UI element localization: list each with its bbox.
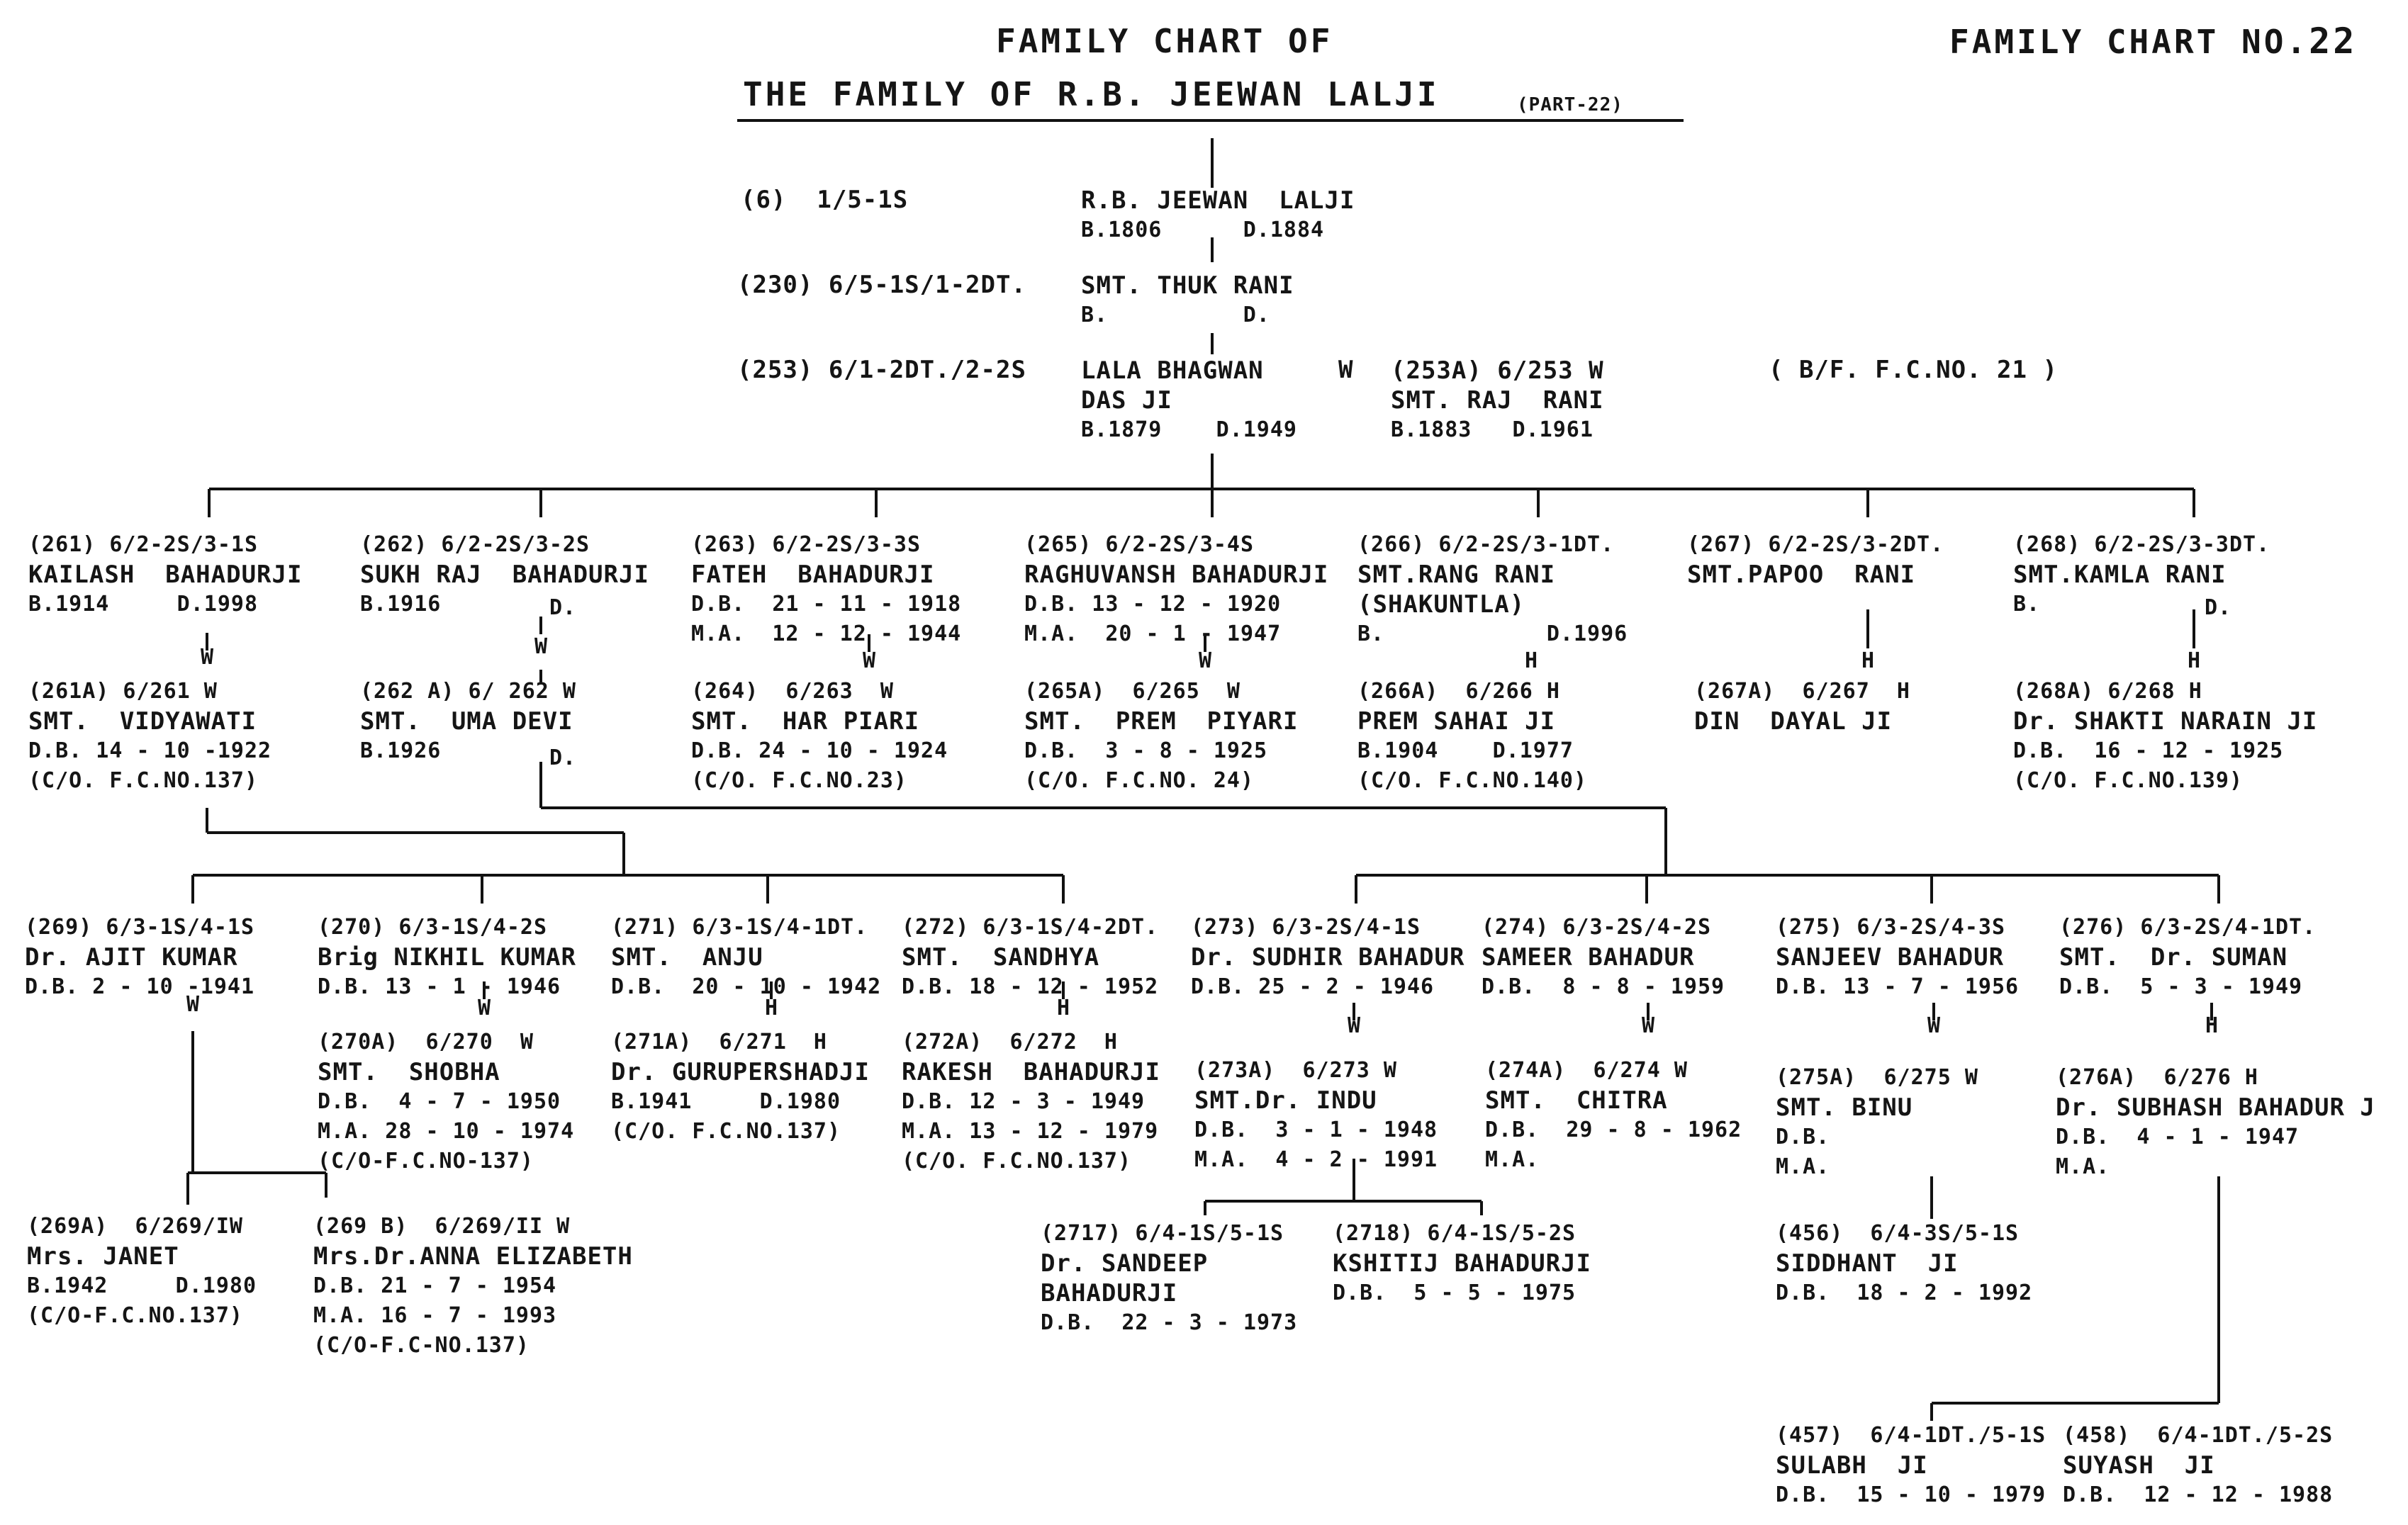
person-name: SMT.PAPOO RANI (1687, 561, 1916, 589)
spouse-name: Dr. SHAKTI NARAIN JI (2013, 707, 2318, 736)
spouse-dates: B.1941 D.1980 (611, 1089, 841, 1114)
spouse-270A (318, 1028, 574, 1176)
spouse-name: Mrs. JANET (27, 1242, 179, 1271)
gen1-node (1081, 186, 1355, 245)
person-name: Dr. SANDEEP (1041, 1249, 1209, 1278)
spouse-273A (1194, 1056, 1438, 1175)
wife-link-label: W (200, 645, 214, 670)
gen2-spouse-node (1391, 356, 1604, 445)
spouse-dates: D.B. 12 - 3 - 1949 (902, 1089, 1146, 1114)
person-458 (2063, 1421, 2333, 1510)
spouse-name: SMT. PREM PIYARI (1024, 707, 1299, 736)
person-code: (262) 6/2-2S/3-2S (360, 532, 590, 557)
person-name: SMT. Dr. SUMAN (2059, 943, 2288, 972)
spouse-code: (274A) 6/274 W (1485, 1058, 1688, 1083)
person-name: KSHITIJ BAHADURJI (1333, 1249, 1591, 1278)
gen1-name: R.B. JEEWAN LALJI (1081, 186, 1355, 215)
chart-number-value: 22 (2309, 21, 2358, 62)
part-label: (PART-22) (1517, 94, 1623, 116)
person-dates: D.B. 15 - 10 - 1979 (1776, 1482, 2046, 1507)
spouse-code: (276A) 6/276 H (2056, 1065, 2258, 1090)
person-name: RAGHUVANSH BAHADURJI (1024, 561, 1329, 589)
person-dates: D.B. 5 - 3 - 1949 (2059, 974, 2303, 999)
person-code: (273) 6/3-2S/4-1S (1191, 915, 1421, 940)
person-code: (458) 6/4-1DT./5-2S (2063, 1423, 2334, 1448)
spouse-name: SMT. VIDYAWATI (28, 707, 257, 736)
wife-link-label: W (534, 634, 548, 659)
spouse-code: (267A) 6/267 H (1694, 679, 1910, 704)
person-dates: D.B. 2 - 10 -1941 (25, 974, 255, 999)
person-dates: D.B. 12 - 12 - 1988 (2063, 1482, 2334, 1507)
person-name: KAILASH BAHADURJI (28, 561, 303, 589)
spouse-reference: (C/O. F.C.NO.137) (611, 1119, 841, 1144)
spouse-272A (902, 1028, 1160, 1176)
person-name: FATEH BAHADURJI (691, 561, 935, 589)
spouse-reference: (C/O. F.C.NO.137) (902, 1149, 1132, 1174)
husband-link-label: H (1861, 648, 1875, 673)
person-266 (1357, 530, 1628, 649)
spouse-name: SMT. UMA DEVI (360, 707, 573, 736)
person-271 (611, 913, 881, 1002)
person-263 (691, 530, 961, 649)
spouse-marriage: M.A. 28 - 10 - 1974 (318, 1119, 575, 1144)
spouse-name: SMT. SHOBHA (318, 1058, 500, 1086)
spouse-dates: D.B. 3 - 1 - 1948 (1194, 1118, 1438, 1142)
person-275 (1776, 913, 2019, 1002)
spouse-dates: B.1904 D.1977 (1357, 738, 1574, 763)
spouse-code: (271A) 6/271 H (611, 1030, 827, 1054)
person-name: SMT.KAMLA RANI (2013, 561, 2227, 589)
gen2-reference: ( B/F. F.C.NO. 21 ) (1769, 356, 2058, 384)
person-code: (265) 6/2-2S/3-4S (1024, 532, 1255, 557)
gen1-spouse-code: (230) 6/5-1S/1-2DT. (737, 271, 1026, 299)
spouse-marriage: M.A. 4 - 2 - 1991 (1194, 1147, 1438, 1172)
person-code: (270) 6/3-1S/4-2S (318, 915, 548, 940)
spouse-code: (269 B) 6/269/II W (313, 1214, 571, 1239)
person-272 (902, 913, 1158, 1002)
person-dates: D.B. 5 - 5 - 1975 (1333, 1281, 1577, 1305)
spouse-dates: D.B. 3 - 8 - 1925 (1024, 738, 1268, 763)
spouse-name: Dr. GURUPERSHADJI (611, 1058, 870, 1086)
wife-link-label: W (1927, 1013, 1941, 1038)
spouse-dates: D.B. 21 - 7 - 1954 (313, 1273, 557, 1298)
spouse-code: (269A) 6/269/IW (27, 1214, 243, 1239)
spouse-code: (268A) 6/268 H (2013, 679, 2202, 704)
person-code: (269) 6/3-1S/4-1S (25, 915, 255, 940)
spouse-dates: D.B. 16 - 12 - 1925 (2013, 738, 2284, 763)
gen2-dates: B.1879 D.1949 (1081, 417, 1297, 442)
wife-link-label: W (477, 996, 491, 1020)
person-code: (271) 6/3-1S/4-1DT. (611, 915, 868, 940)
person-456 (1776, 1219, 2032, 1308)
person-name: SMT. SANDHYA (902, 943, 1100, 972)
person-code: (457) 6/4-1DT./5-1S (1776, 1423, 2046, 1448)
spouse-reference: (C/O. F.C.NO.137) (28, 768, 259, 793)
person-name: SUKH RAJ BAHADURJI (360, 561, 649, 589)
spouse-name: Dr. SUBHASH BAHADUR J (2056, 1093, 2375, 1122)
spouse-reference: (C/O. F.C.NO.23) (691, 768, 907, 793)
person-273 (1191, 913, 1465, 1002)
person-276 (2059, 913, 2316, 1002)
spouse-268A (2013, 677, 2317, 796)
wife-link-label: W (862, 648, 876, 673)
wife-link-label: W (1198, 648, 1212, 673)
spouse-code: (270A) 6/270 W (318, 1030, 534, 1054)
spouse-dates: D.B. 14 - 10 -1922 (28, 738, 272, 763)
person-name: Dr. SUDHIR BAHADUR (1191, 943, 1465, 972)
person-code: (456) 6/4-3S/5-1S (1776, 1221, 2020, 1246)
spouse-reference: (C/O-F.C.NO.137) (27, 1303, 243, 1328)
spouse-name: SMT. BINU (1776, 1093, 1913, 1122)
person-name: SMT.RANG RANI (1357, 561, 1556, 589)
chart-number-label: FAMILY CHART NO.22 (1949, 21, 2358, 62)
spouse-261A (28, 677, 271, 796)
person-name: Brig NIKHIL KUMAR (318, 943, 576, 972)
person-dates: D.B. 18 - 2 - 1992 (1776, 1281, 2033, 1305)
gen2-code: (253) 6/1-2DT./2-2S (737, 356, 1026, 384)
person-269 (25, 913, 254, 1002)
gen1-spouse-name: SMT. THUK RANI (1081, 271, 1294, 300)
person-dates: D.B. 25 - 2 - 1946 (1191, 974, 1435, 999)
spouse-274A (1485, 1056, 1742, 1175)
spouse-dates: B.1926 (360, 738, 442, 763)
gen2-spouse-name: SMT. RAJ RANI (1391, 386, 1604, 415)
wife-link-label: W (186, 992, 200, 1017)
gen2-marker: W (1338, 356, 1354, 384)
spouse-code: (275A) 6/275 W (1776, 1065, 1978, 1090)
spouse-266A (1357, 677, 1587, 796)
spouse-reference: (C/O. F.C.NO.140) (1357, 768, 1588, 793)
person-262-death: D. (549, 595, 577, 620)
spouse-code: (272A) 6/272 H (902, 1030, 1118, 1054)
person-code: (268) 6/2-2S/3-3DT. (2013, 532, 2270, 557)
spouse-name: SMT. CHITRA (1485, 1086, 1668, 1115)
spouse-269B (313, 1212, 633, 1361)
spouse-dates: D.B. (1776, 1125, 1830, 1149)
spouse-dates: D.B. 29 - 8 - 1962 (1485, 1118, 1742, 1142)
person-code: (276) 6/3-2S/4-1DT. (2059, 915, 2317, 940)
chart-subtitle: THE FAMILY OF R.B. JEEWAN LALJI (743, 75, 1440, 113)
person-alias: (SHAKUNTLA) (1357, 590, 1525, 619)
person-dates: D.B. 20 - 10 - 1942 (611, 974, 882, 999)
person-2717 (1041, 1219, 1297, 1338)
spouse-dates: D.B. 4 - 1 - 1947 (2056, 1125, 2300, 1149)
person-code: (2717) 6/4-1S/5-1S (1041, 1221, 1284, 1246)
person-dates: B. (2013, 592, 2041, 617)
person-name: Dr. AJIT KUMAR (25, 943, 238, 972)
spouse-name: SMT. HAR PIARI (691, 707, 920, 736)
person-dates: D.B. 22 - 3 - 1973 (1041, 1310, 1298, 1335)
person-dates: D.B. 21 - 11 - 1918 (691, 592, 962, 617)
person-dates: B. D.1996 (1357, 621, 1628, 646)
person-dates: B.1916 (360, 592, 442, 617)
spouse-code: (265A) 6/265 W (1024, 679, 1241, 704)
spouse-reference: (C/O-F.C.NO-137) (318, 1149, 534, 1174)
person-267 (1687, 530, 1944, 590)
wife-link-label: W (1641, 1013, 1655, 1038)
husband-link-label: H (764, 996, 778, 1020)
gen1-dates: B.1806 D.1884 (1081, 218, 1325, 242)
person-code: (267) 6/2-2S/3-2DT. (1687, 532, 1944, 557)
spouse-code: (261A) 6/261 W (28, 679, 218, 704)
person-274 (1482, 913, 1725, 1002)
person-dates: D.B. 13 - 1 - 1946 (318, 974, 561, 999)
spouse-275A (1776, 1063, 1978, 1182)
person-marriage: M.A. 20 - 1 - 1947 (1024, 621, 1282, 646)
gen1-spouse-dates: B. D. (1081, 303, 1270, 327)
spouse-reference: (C/O. F.C.NO.139) (2013, 768, 2244, 793)
person-code: (263) 6/2-2S/3-3S (691, 532, 922, 557)
wife-link-label: W (1347, 1013, 1361, 1038)
husband-link-label: H (1524, 648, 1538, 673)
person-code: (266) 6/2-2S/3-1DT. (1357, 532, 1615, 557)
gen2-spouse-code: (253A) 6/253 W (1391, 356, 1604, 385)
spouse-dates: D.B. 24 - 10 - 1924 (691, 738, 948, 763)
spouse-code: (264) 6/263 W (691, 679, 894, 704)
spouse-name: RAKESH BAHADURJI (902, 1058, 1160, 1086)
gen2-name-line1: LALA BHAGWAN (1081, 356, 1264, 385)
person-code: (2718) 6/4-1S/5-2S (1333, 1221, 1577, 1246)
person-code: (272) 6/3-1S/4-2DT. (902, 915, 1159, 940)
spouse-marriage: M.A. (1485, 1147, 1540, 1172)
person-261 (28, 530, 302, 619)
husband-link-label: H (2187, 648, 2201, 673)
person-code: (275) 6/3-2S/4-3S (1776, 915, 2006, 940)
person-marriage: M.A. 12 - 12 - 1944 (691, 621, 962, 646)
person-dates: D.B. 18 - 12 - 1952 (902, 974, 1159, 999)
person-name: SAMEER BAHADUR (1482, 943, 1695, 972)
gen2-node (1081, 356, 1297, 445)
spouse-269A (27, 1212, 257, 1331)
spouse-reference: (C/O-F.C-NO.137) (313, 1333, 530, 1358)
spouse-name: SMT.Dr. INDU (1194, 1086, 1377, 1115)
spouse-marriage: M.A. 13 - 12 - 1979 (902, 1119, 1159, 1144)
person-name: SMT. ANJU (611, 943, 763, 972)
person-262 (360, 530, 649, 619)
spouse-dates: B.1942 D.1980 (27, 1273, 257, 1298)
spouse-262A (360, 677, 576, 766)
spouse-267A (1694, 677, 1910, 736)
spouse-262A-death: D. (549, 745, 577, 770)
gen1-spouse-node (1081, 271, 1294, 330)
spouse-dates: D.B. 4 - 7 - 1950 (318, 1089, 561, 1114)
person-dates: D.B. 8 - 8 - 1959 (1482, 974, 1725, 999)
husband-link-label: H (1056, 996, 1070, 1020)
gen2-spouse-dates: B.1883 D.1961 (1391, 417, 1594, 442)
spouse-name: Mrs.Dr.ANNA ELIZABETH (313, 1242, 633, 1271)
person-268-death: D. (2205, 595, 2232, 620)
husband-link-label: H (2205, 1013, 2219, 1038)
spouse-code: (266A) 6/266 H (1357, 679, 1560, 704)
gen2-name-line2: DAS JI (1081, 386, 1172, 415)
person-dates: D.B. 13 - 7 - 1956 (1776, 974, 2020, 999)
person-name: SANJEEV BAHADUR (1776, 943, 2005, 972)
spouse-name: PREM SAHAI JI (1357, 707, 1556, 736)
spouse-264 (691, 677, 948, 796)
person-dates: D.B. 13 - 12 - 1920 (1024, 592, 1282, 617)
person-dates: B.1914 D.1998 (28, 592, 259, 617)
spouse-code: (273A) 6/273 W (1194, 1058, 1397, 1083)
spouse-marriage: M.A. 16 - 7 - 1993 (313, 1303, 557, 1328)
person-2718 (1333, 1219, 1591, 1308)
person-code: (261) 6/2-2S/3-1S (28, 532, 259, 557)
spouse-276A (2056, 1063, 2375, 1182)
person-270 (318, 913, 576, 1002)
spouse-marriage: M.A. (1776, 1154, 1830, 1179)
spouse-marriage: M.A. (2056, 1154, 2110, 1179)
spouse-265A (1024, 677, 1298, 796)
chart-title: FAMILY CHART OF (996, 22, 1333, 60)
spouse-271A (611, 1028, 870, 1147)
person-name: SULABH JI (1776, 1451, 1928, 1480)
person-265 (1024, 530, 1328, 649)
person-code: (274) 6/3-2S/4-2S (1482, 915, 1712, 940)
person-name: SIDDHANT JI (1776, 1249, 1959, 1278)
gen1-code: (6) 1/5-1S (741, 186, 909, 214)
spouse-code: (262 A) 6/ 262 W (360, 679, 576, 704)
spouse-name: DIN DAYAL JI (1694, 707, 1893, 736)
person-name: SUYASH JI (2063, 1451, 2215, 1480)
person-457 (1776, 1421, 2046, 1510)
person-surname: BAHADURJI (1041, 1279, 1178, 1307)
spouse-reference: (C/O. F.C.NO. 24) (1024, 768, 1255, 793)
